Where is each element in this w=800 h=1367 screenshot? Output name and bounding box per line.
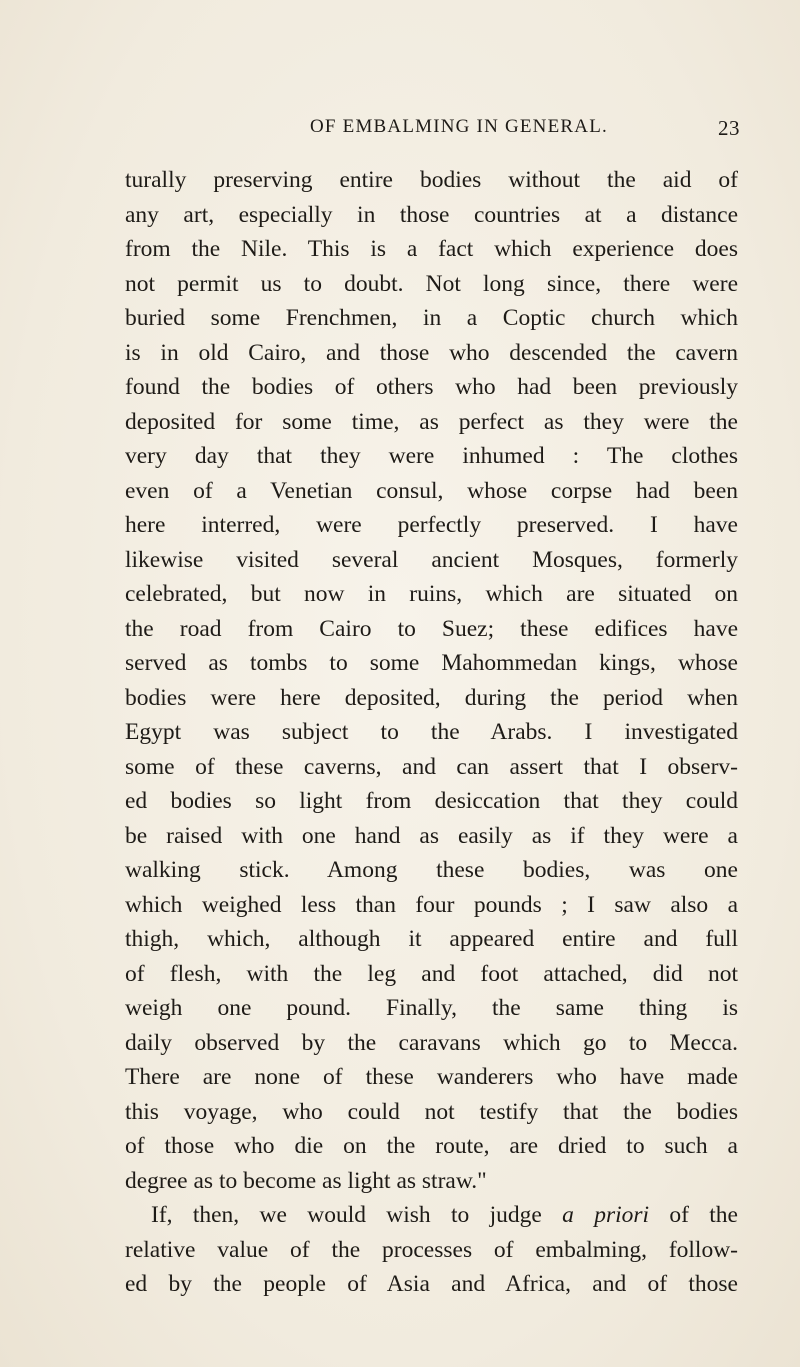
text-run: of the — [649, 1202, 738, 1228]
paragraph-2-line-3: ed by the people of Asia and Africa, and of those — [125, 1271, 738, 1297]
running-title: OF EMBALMING IN GENERAL. — [310, 116, 608, 137]
text-line: the road from Cairo to Suez; these edifices have — [125, 615, 738, 642]
text-line: of flesh, with the leg and foot attached, did not — [125, 960, 738, 987]
running-head — [240, 116, 740, 146]
text-line: bodies were here deposited, during the period when — [125, 684, 738, 711]
text-line: here interred, were perfectly preserved. I have — [125, 512, 738, 538]
text-line: ed bodies so light from desiccation that they could — [125, 788, 738, 814]
paragraph-2-line-1 — [125, 1198, 738, 1233]
italic-phrase: a priori — [562, 1202, 650, 1228]
page-number: 23 — [718, 116, 740, 140]
text-line: very day that they were inhumed : The clothes — [125, 443, 738, 469]
text-line: deposited for some time, as perfect as they were the — [125, 408, 738, 435]
text-line: There are none of these wanderers who have made — [125, 1064, 738, 1090]
body-text — [125, 163, 738, 1302]
text-line: found the bodies of others who had been previously — [125, 374, 738, 400]
paragraph-end-line: degree as to become as light as straw." — [125, 1167, 487, 1194]
text-line: celebrated, but now in ruins, which are situated on — [125, 581, 738, 607]
text-line: be raised with one hand as easily as if they were a — [125, 822, 738, 849]
text-run: If, then, we would wish to judge — [151, 1202, 563, 1228]
text-line: daily observed by the caravans which go to Mecca. — [125, 1029, 738, 1056]
text-line: buried some Frenchmen, in a Coptic church which — [125, 305, 738, 331]
paragraph-2-line-2: relative value of the processes of embalming, follow- — [125, 1236, 738, 1263]
text-line: from the Nile. This is a fact which experience does — [125, 236, 738, 262]
text-line: is in old Cairo, and those who descended the cavern — [125, 339, 738, 366]
text-line: walking stick. Among these bodies, was one — [125, 857, 738, 883]
text-line: served as tombs to some Mahommedan kings, whose — [125, 650, 738, 676]
text-line: which weighed less than four pounds ; I saw also a — [125, 891, 738, 918]
text-line: some of these caverns, and can assert that I observ- — [125, 753, 738, 780]
text-line: weigh one pound. Finally, the same thing is — [125, 995, 738, 1021]
text-line: thigh, which, although it appeared entire and full — [125, 926, 738, 952]
text-line: Egypt was subject to the Arabs. I investigated — [125, 719, 738, 745]
text-line: likewise visited several ancient Mosques, formerly — [125, 546, 738, 573]
text-line: not permit us to doubt. Not long since, there were — [125, 270, 738, 297]
text-line: any art, especially in those countries at a distance — [125, 201, 738, 228]
text-line: this voyage, who could not testify that the bodies — [125, 1098, 738, 1125]
text-line: turally preserving entire bodies without the aid of — [125, 167, 738, 193]
text-line: even of a Venetian consul, whose corpse had been — [125, 477, 738, 504]
text-line: of those who die on the route, are dried to such a — [125, 1133, 738, 1159]
